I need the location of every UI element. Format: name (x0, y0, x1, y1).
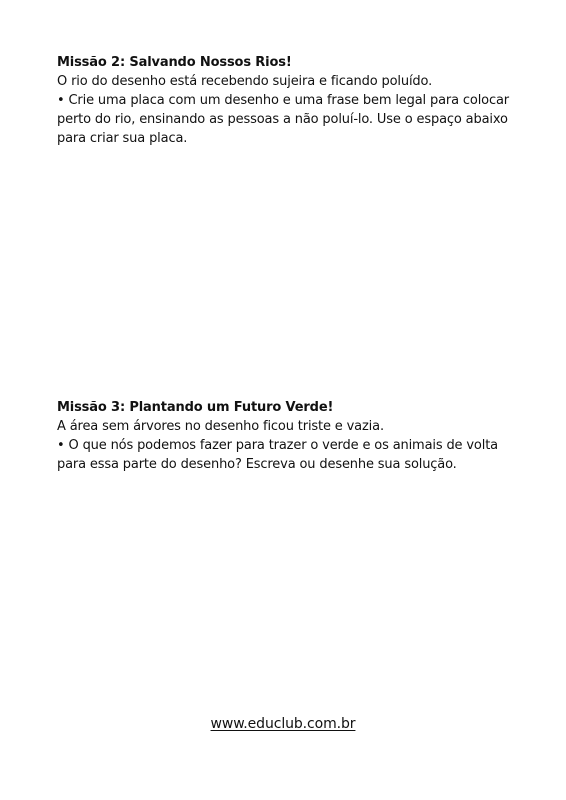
mission-3-description: A área sem árvores no desenho ficou triste e vazia. (57, 419, 384, 434)
mission-3-title: Missão 3: Plantando um Futuro Verde! (57, 400, 334, 415)
mission-3-section (57, 398, 512, 474)
mission-2-title: Missão 2: Salvando Nossos Rios! (57, 55, 292, 70)
website-link[interactable]: www.educlub.com.br (210, 716, 356, 732)
mission-3-answer-space (57, 480, 512, 700)
mission-3-task: • O que nós podemos fazer para trazer o verde e os animais de volta para essa parte do desenho? Escreva ou desenhe sua solução. (57, 438, 498, 472)
mission-2-task: • Crie uma placa com um desenho e uma frase bem legal para colocar perto do rio, ensinando as pessoas a não poluí-lo. Use o espaço abaixo para criar sua placa. (57, 93, 509, 146)
mission-2-answer-space (57, 150, 512, 380)
mission-2-description: O rio do desenho está recebendo sujeira e ficando poluído. (57, 74, 433, 89)
page-footer (0, 716, 566, 732)
mission-2-section (57, 53, 512, 148)
